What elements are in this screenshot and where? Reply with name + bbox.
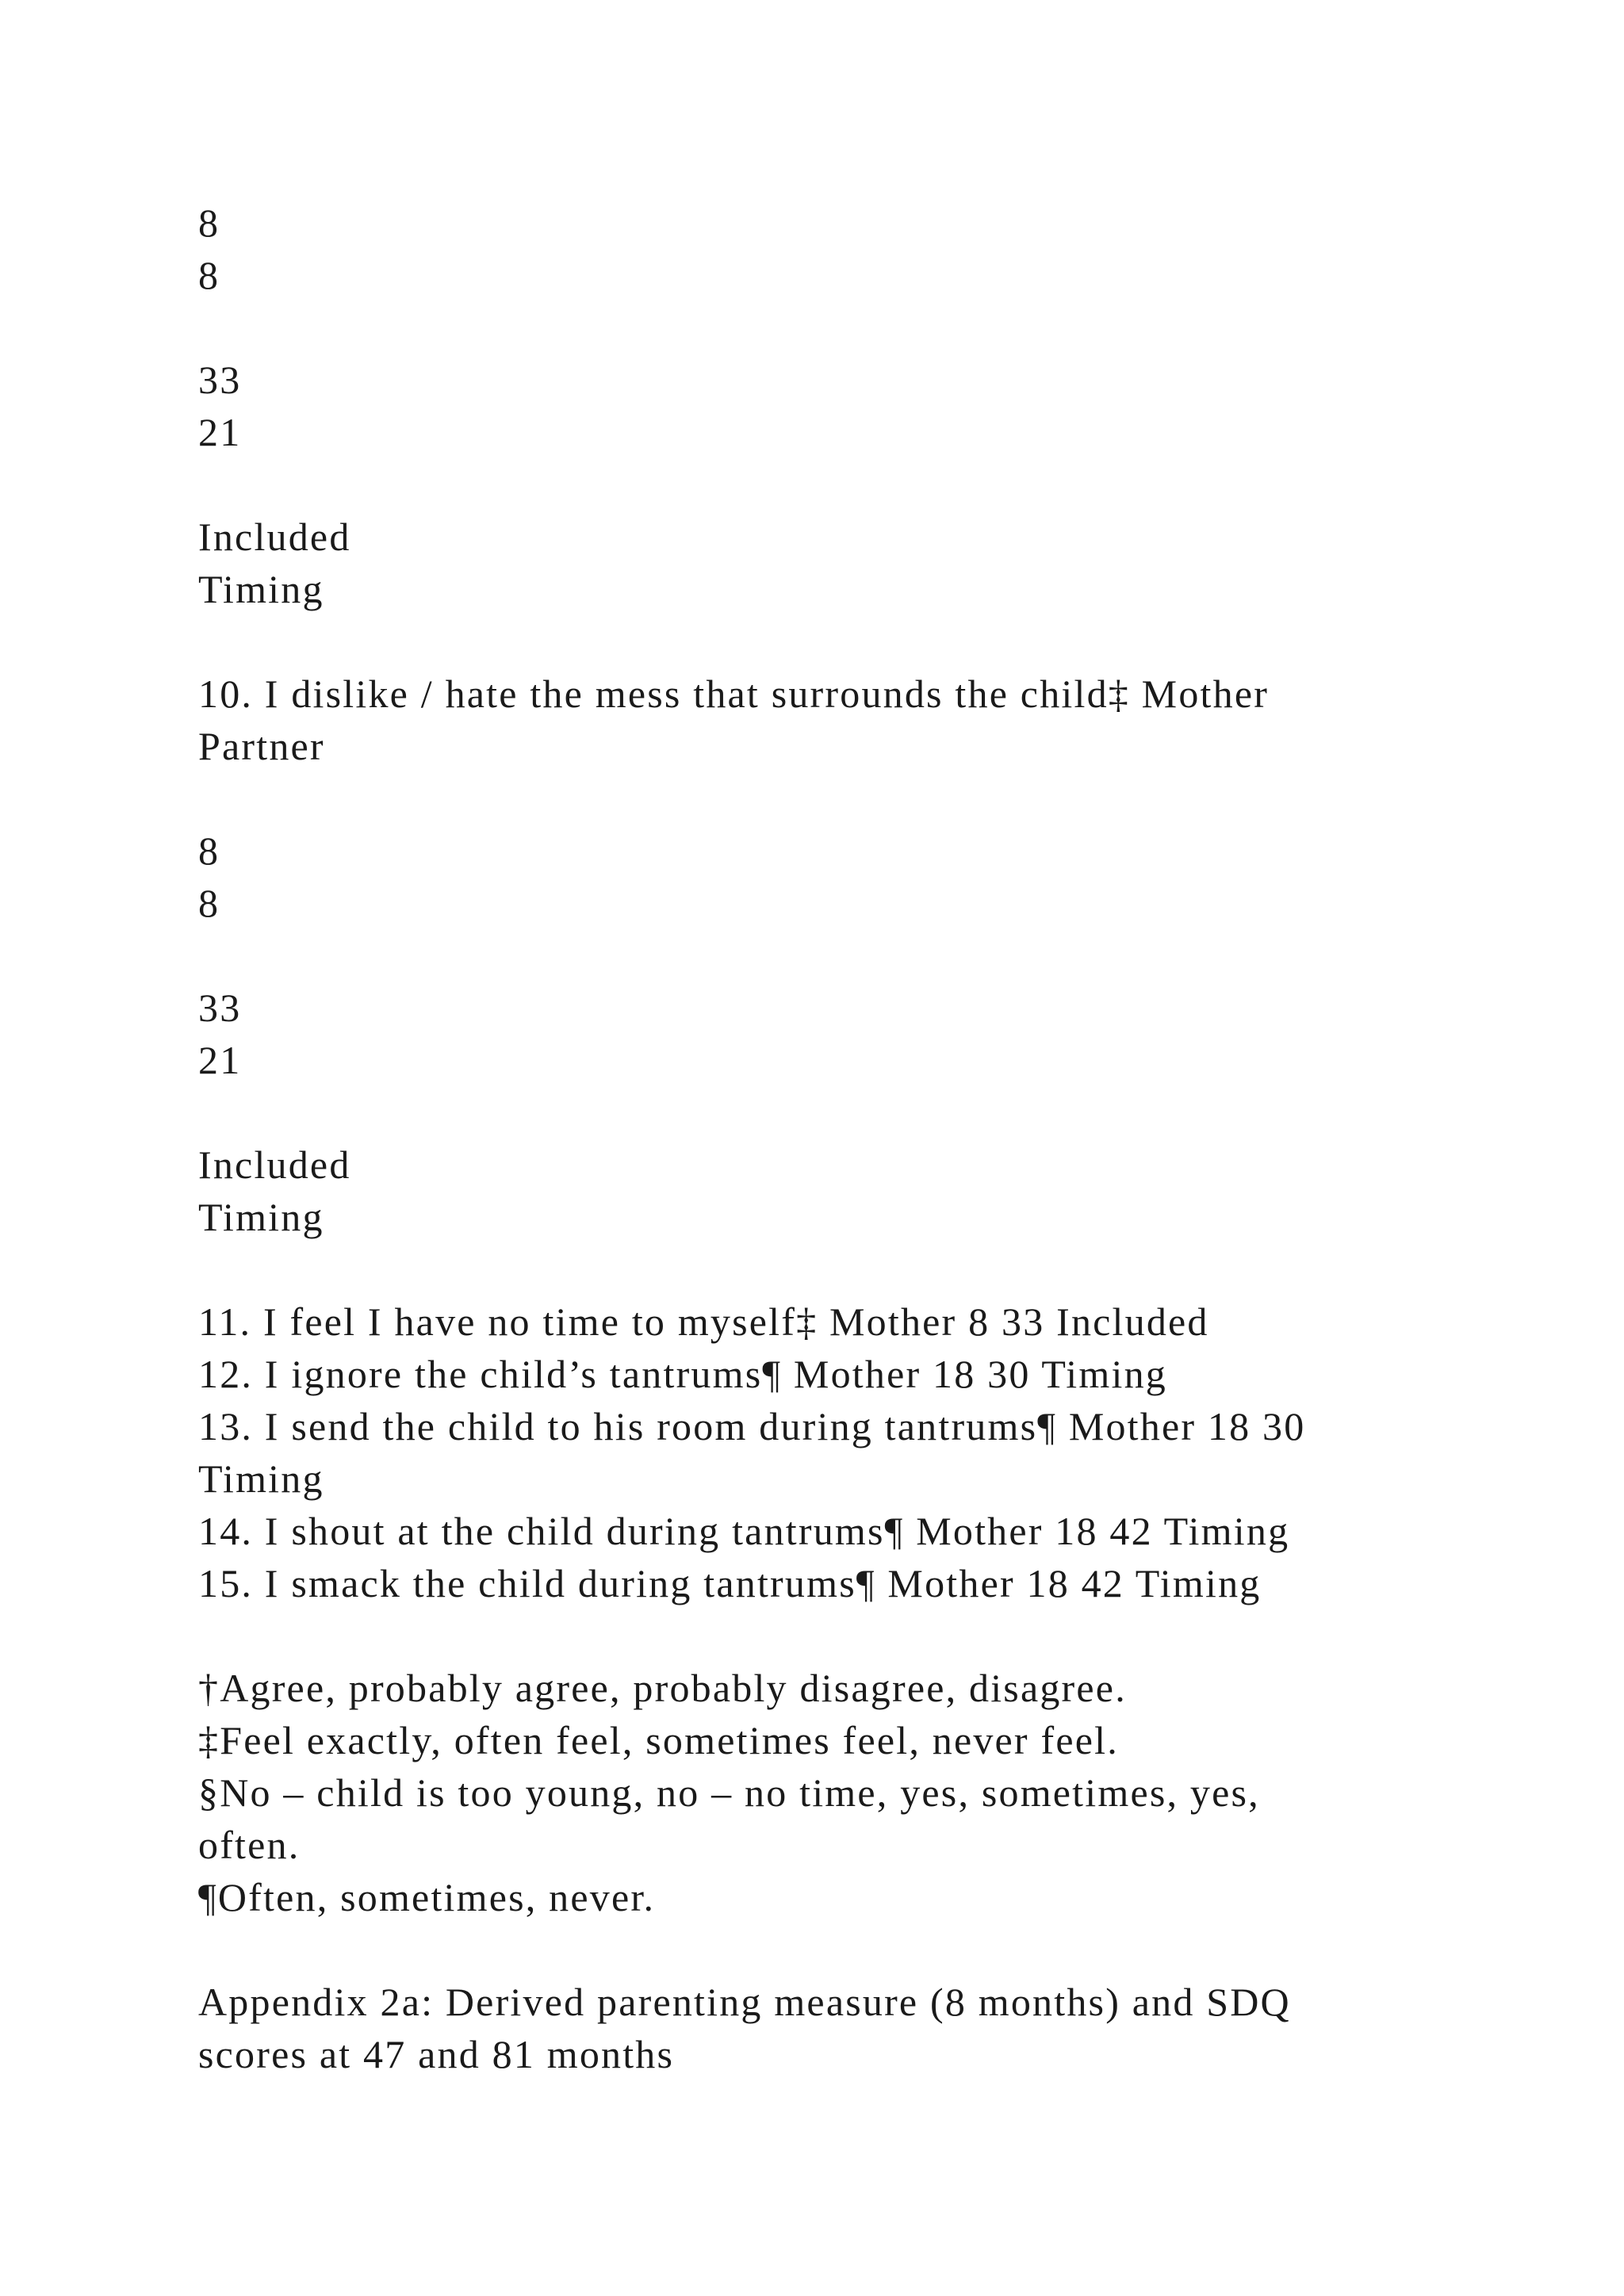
blank-line (198, 1609, 1499, 1662)
blank-line (198, 929, 1499, 982)
appendix-heading-line-1: Appendix 2a: Derived parenting measure (8 months) and SDQ (198, 1980, 1291, 2024)
footnote-line: ¶Often, sometimes, never. (198, 1875, 656, 1919)
value-line: 8 (198, 881, 220, 925)
type-line: Timing (198, 567, 324, 611)
item-line: 11. I feel I have no time to myself‡ Mother 8 33 Included (198, 1299, 1209, 1344)
value-line: 8 (198, 201, 220, 245)
item-10-line-2: Partner (198, 724, 325, 768)
type-line: Timing (198, 1195, 324, 1239)
value-line: 21 (198, 1038, 242, 1082)
footnote-line: often. (198, 1823, 301, 1867)
item-line: 15. I smack the child during tantrums¶ Mother 18 42 Timing (198, 1561, 1262, 1605)
document-page (198, 197, 1499, 2080)
footnote-line: ‡Feel exactly, often feel, sometimes feel, never feel. (198, 1718, 1119, 1762)
value-line: 8 (198, 253, 220, 297)
footnote-line: §No – child is too young, no – no time, yes, sometimes, yes, (198, 1770, 1260, 1815)
blank-line (198, 1086, 1499, 1138)
value-line: 21 (198, 410, 242, 454)
blank-line (198, 1923, 1499, 1976)
item-line: 13. I send the child to his room during tantrums¶ Mother 18 30 (198, 1404, 1306, 1448)
item-line: 14. I shout at the child during tantrums¶ Mother 18 42 Timing (198, 1509, 1290, 1553)
value-line: 33 (198, 358, 242, 402)
item-line: 12. I ignore the child’s tantrums¶ Mother 18 30 Timing (198, 1352, 1167, 1396)
value-line: 8 (198, 828, 220, 873)
blank-line (198, 772, 1499, 825)
status-line: Included (198, 1142, 351, 1187)
status-line: Included (198, 515, 351, 559)
item-10-line-1: 10. I dislike / hate the mess that surrounds the child‡ Mother (198, 672, 1270, 716)
blank-line (198, 1243, 1499, 1295)
value-line: 33 (198, 985, 242, 1030)
item-line: Timing (198, 1456, 324, 1501)
blank-line (198, 458, 1499, 511)
appendix-heading-line-2: scores at 47 and 81 months (198, 2032, 675, 2076)
blank-line (198, 301, 1499, 354)
footnote-line: †Agree, probably agree, probably disagree, disagree. (198, 1666, 1127, 1710)
blank-line (198, 615, 1499, 668)
